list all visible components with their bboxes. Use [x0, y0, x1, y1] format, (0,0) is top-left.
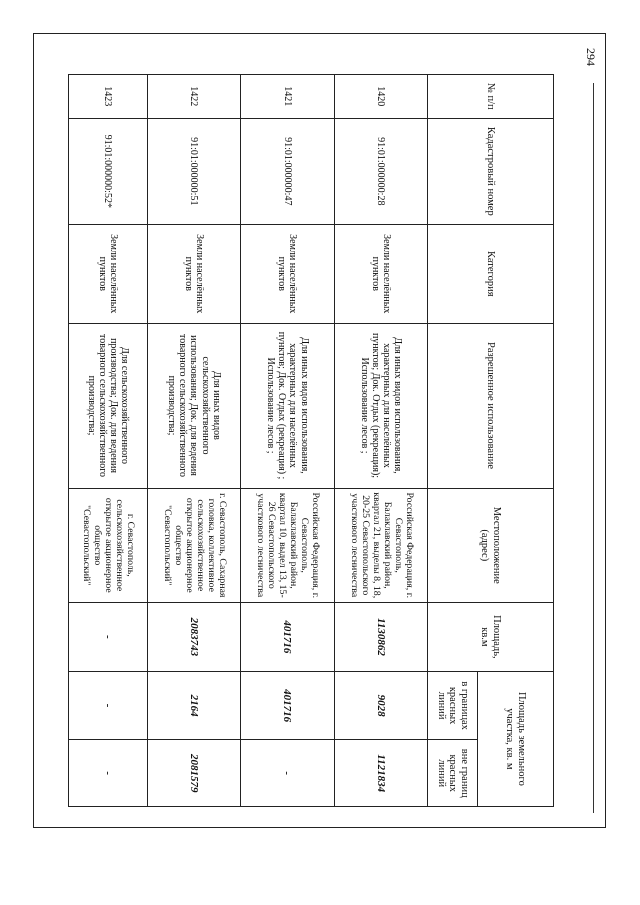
row-permitted-use: Для иных видов сельскохозяйственного использования; Док. для ведения товарного сельскохозяйственного производства;: [147, 323, 240, 488]
row-location: Российская Федерация, г. Севастополь, Балаклавский район, квартал 21, выделы 8, 18, 20-25 Севастопольского участкового лесничества: [334, 488, 427, 603]
row-num: 1420: [334, 75, 427, 119]
row-cadastral: 91:01:000000:51: [147, 118, 240, 225]
table-row: [334, 75, 427, 807]
header-outside-red-lines: вне границ красных линий: [428, 740, 478, 807]
row-permitted-use: Для сельскохозяйственного производства; Док. для ведения товарного сельскохозяйственного производства;: [69, 323, 148, 488]
table-row: [69, 75, 148, 807]
row-location: г. Севастополь, сельскохозяйственное открытое акционерное общество "Севастопольский": [69, 488, 148, 603]
row-location: Российская Федерация, г. Севастополь, Балаклавский район, квартал 10, выдел 13, 15-26 Севастопольского участкового лесничества: [241, 488, 334, 603]
header-land-area: Площадь земельного участка, кв. м: [478, 671, 554, 806]
header-category: Категория: [428, 225, 554, 324]
row-location: г. Севастополь, Сахарная головка, коллективное сельскохозяйственное открытое акционерное общество "Севастопольский": [147, 488, 240, 603]
row-category: Земли населённых пунктов: [147, 225, 240, 324]
row-category: Земли населённых пунктов: [69, 225, 148, 324]
row-permitted-use: Для иных видов использования, характерных для населённых пунктов; Док. Отдых (рекреация); Использование лесов ;: [334, 323, 427, 488]
row-inside: 401716: [241, 671, 334, 740]
row-category: Земли населённых пунктов: [334, 225, 427, 324]
row-num: 1422: [147, 75, 240, 119]
table-row: [147, 75, 240, 807]
row-outside: -: [241, 740, 334, 807]
table-row: [241, 75, 334, 807]
row-permitted-use: Для иных видов использования, характерных для населённых пунктов; Док. Отдых (рекреация) ; Использование лесов ;: [241, 323, 334, 488]
row-inside: -: [69, 671, 148, 740]
row-inside: 9028: [334, 671, 427, 740]
row-outside: -: [69, 740, 148, 807]
land-register-table: [68, 74, 554, 807]
page-rule: [593, 83, 594, 813]
row-inside: 2164: [147, 671, 240, 740]
row-num: 1421: [241, 75, 334, 119]
header-num: № п/п: [428, 75, 554, 119]
header-cadastral: Кадастровый номер: [428, 118, 554, 225]
row-area: 2083743: [147, 603, 240, 672]
row-cadastral: 91:01:000000:28: [334, 118, 427, 225]
row-category: Земли населённых пунктов: [241, 225, 334, 324]
row-cadastral: 91:01:000000:47: [241, 118, 334, 225]
page-number: 294: [584, 48, 598, 66]
row-area: -: [69, 603, 148, 672]
header-location: Местоположение (адрес): [428, 488, 554, 603]
row-outside: 1121834: [334, 740, 427, 807]
row-cadastral: 91:01:000000:52*: [69, 118, 148, 225]
row-area: 1130862: [334, 603, 427, 672]
header-inside-red-lines: в границах красных линий: [428, 671, 478, 740]
rotated-table-container: [68, 74, 554, 807]
row-num: 1423: [69, 75, 148, 119]
row-area: 401716: [241, 603, 334, 672]
row-outside: 2081579: [147, 740, 240, 807]
header-permitted-use: Разрешенное использование: [428, 323, 554, 488]
header-area: Площадь, кв.м: [428, 603, 554, 672]
